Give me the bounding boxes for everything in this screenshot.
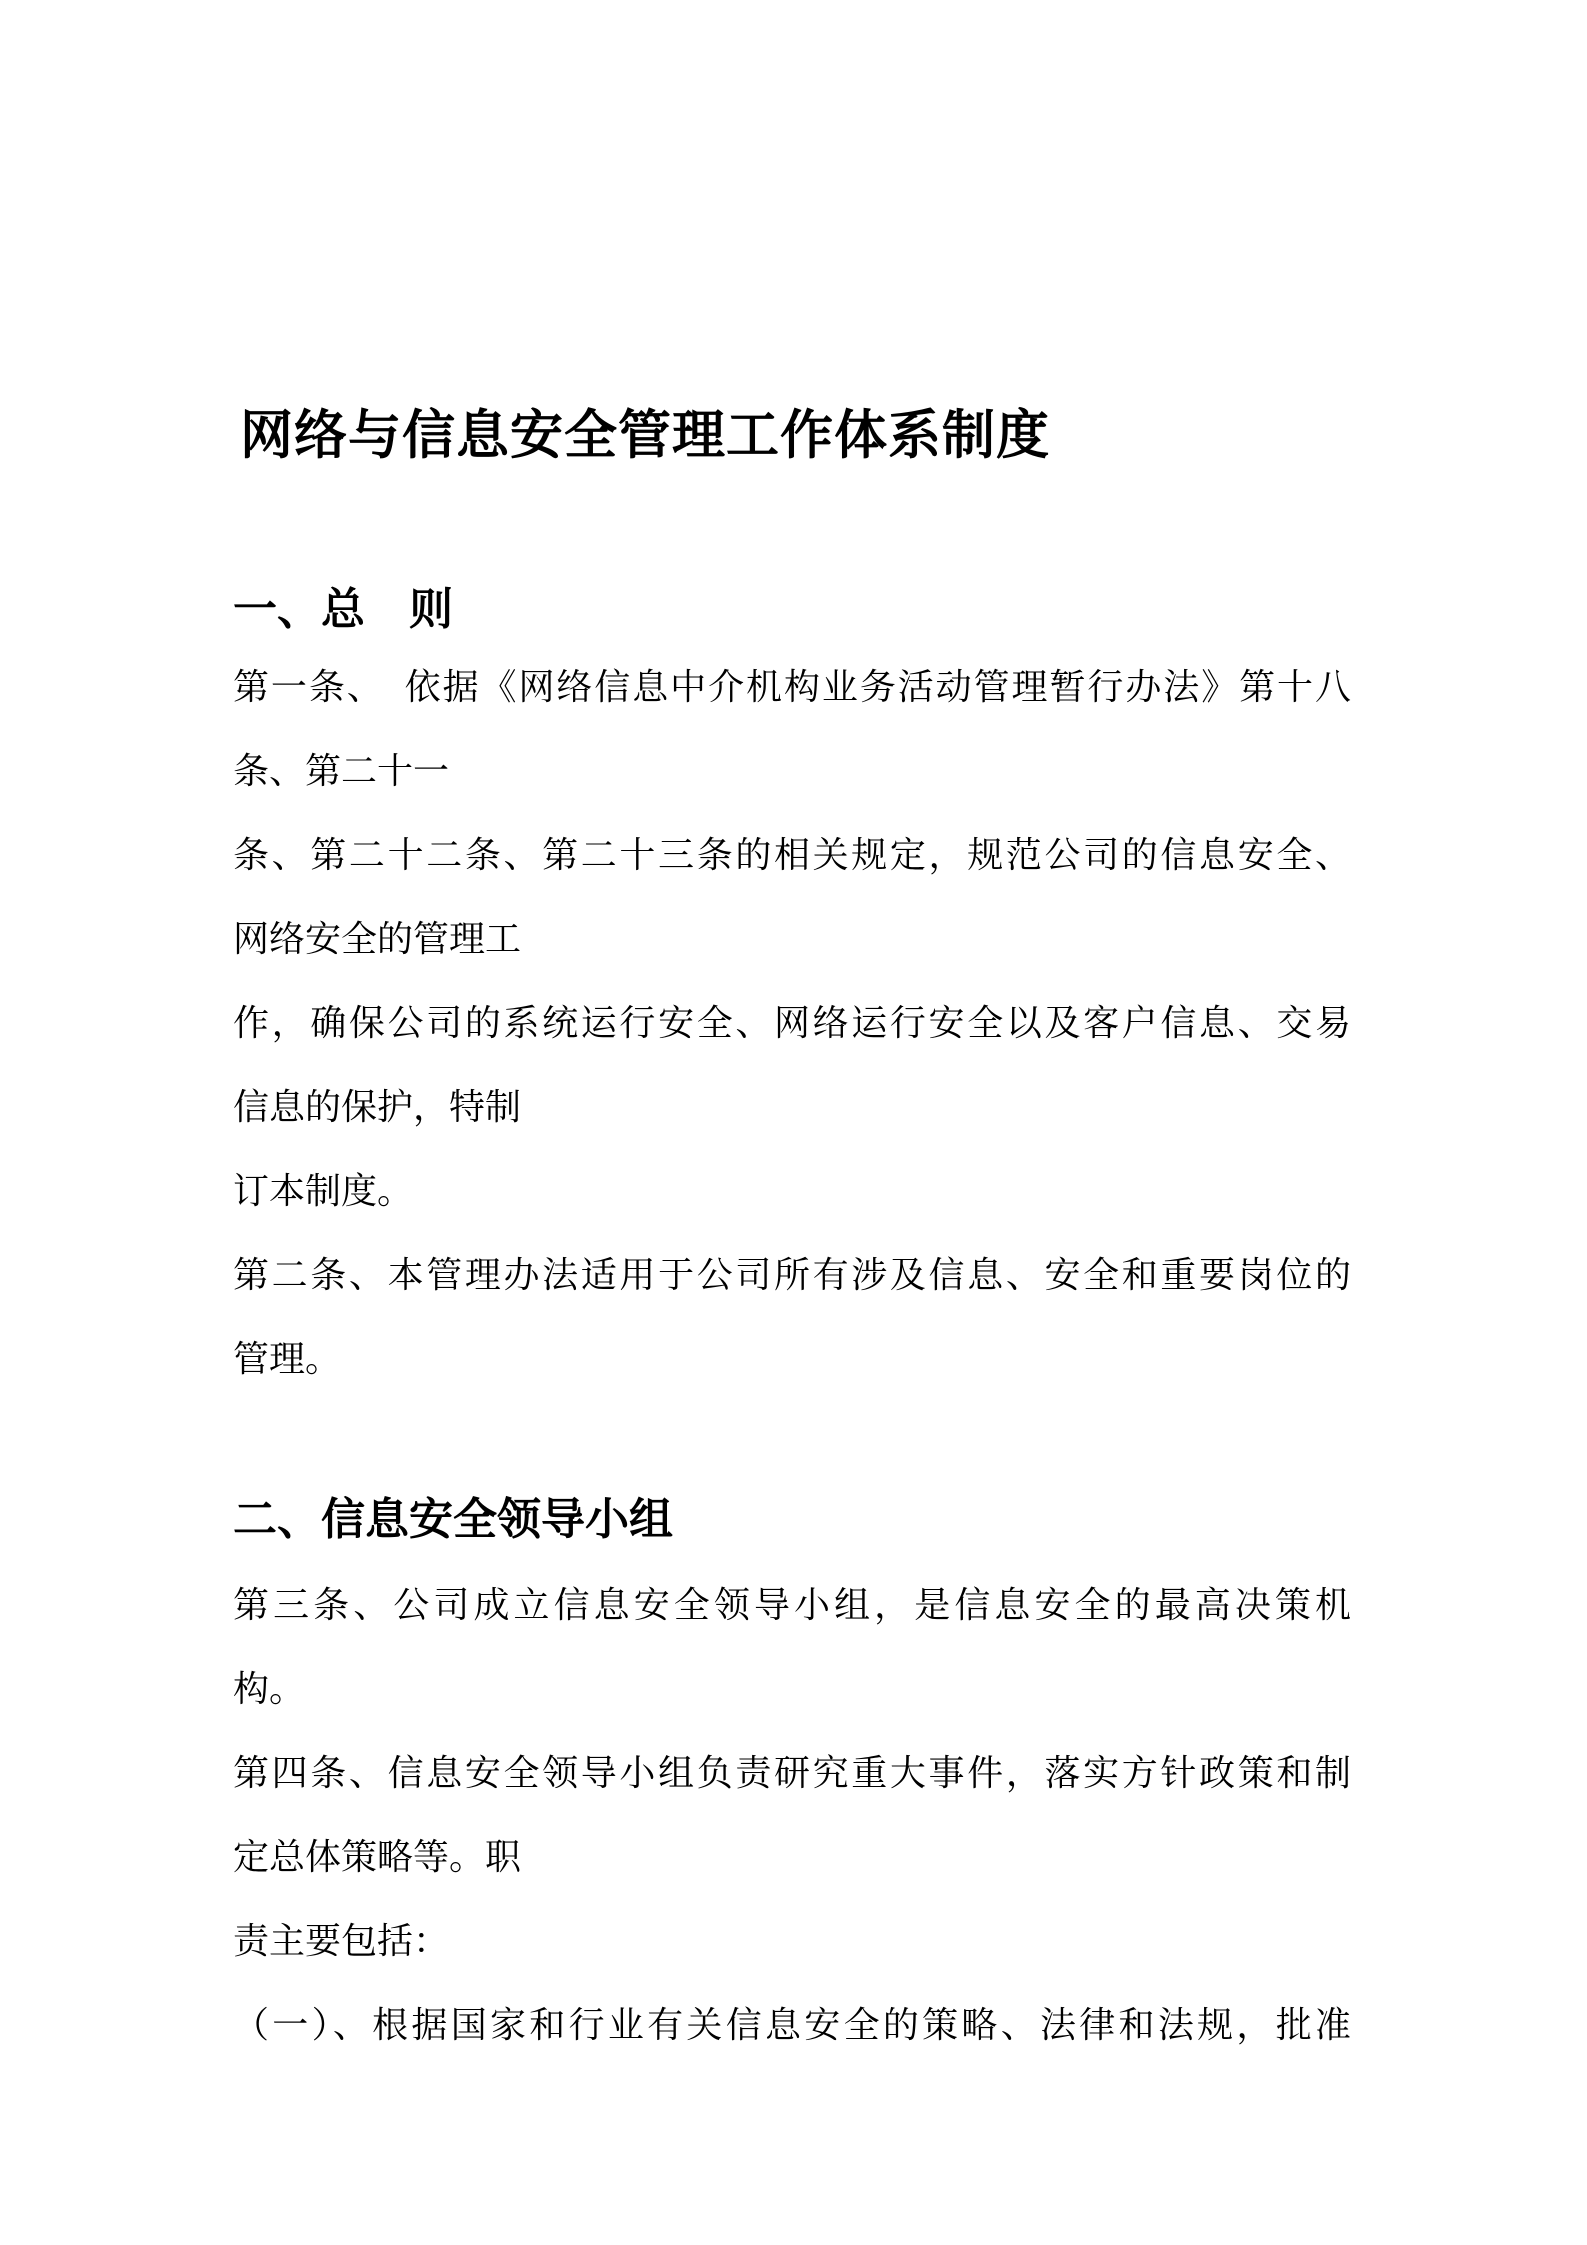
section-body-infosec-leading-group bbox=[233, 1563, 1351, 2067]
section-body-general-rules bbox=[233, 645, 1351, 1401]
body-line: 第二条、本管理办法适用于公司所有涉及信息、安全和重要岗位的 bbox=[233, 1255, 1351, 1295]
body-line: 第四条、信息安全领导小组负责研究重大事件，落实方针政策和制 bbox=[233, 1753, 1351, 1793]
body-line: 条、第二十一 bbox=[233, 751, 450, 791]
body-line: 第三条、公司成立信息安全领导小组，是信息安全的最高决策机 bbox=[233, 1585, 1351, 1625]
section-heading-infosec-leading-group: 二、信息安全领导小组 bbox=[233, 1495, 673, 1544]
body-line: 网络安全的管理工 bbox=[233, 919, 522, 959]
body-line: 定总体策略等。职 bbox=[233, 1837, 522, 1877]
body-line: 信息的保护，特制 bbox=[233, 1087, 522, 1127]
body-line: 作，确保公司的系统运行安全、网络运行安全以及客户信息、交易 bbox=[233, 1003, 1351, 1043]
document-title: 网络与信息安全管理工作体系制度 bbox=[240, 407, 1050, 465]
body-line: 订本制度。 bbox=[233, 1171, 414, 1211]
section-heading-general-rules: 一、总 则 bbox=[233, 585, 453, 634]
body-line: 构。 bbox=[233, 1669, 306, 1709]
body-line: 第一条、 依据《网络信息中介机构业务活动管理暂行办法》第十八 bbox=[233, 667, 1351, 707]
body-line: 条、第二十二条、第二十三条的相关规定，规范公司的信息安全、 bbox=[233, 835, 1351, 875]
body-line: 责主要包括： bbox=[233, 1921, 450, 1961]
body-line: （一）、根据国家和行业有关信息安全的策略、法律和法规，批准 bbox=[233, 2005, 1351, 2045]
body-line: 管理。 bbox=[233, 1339, 342, 1379]
